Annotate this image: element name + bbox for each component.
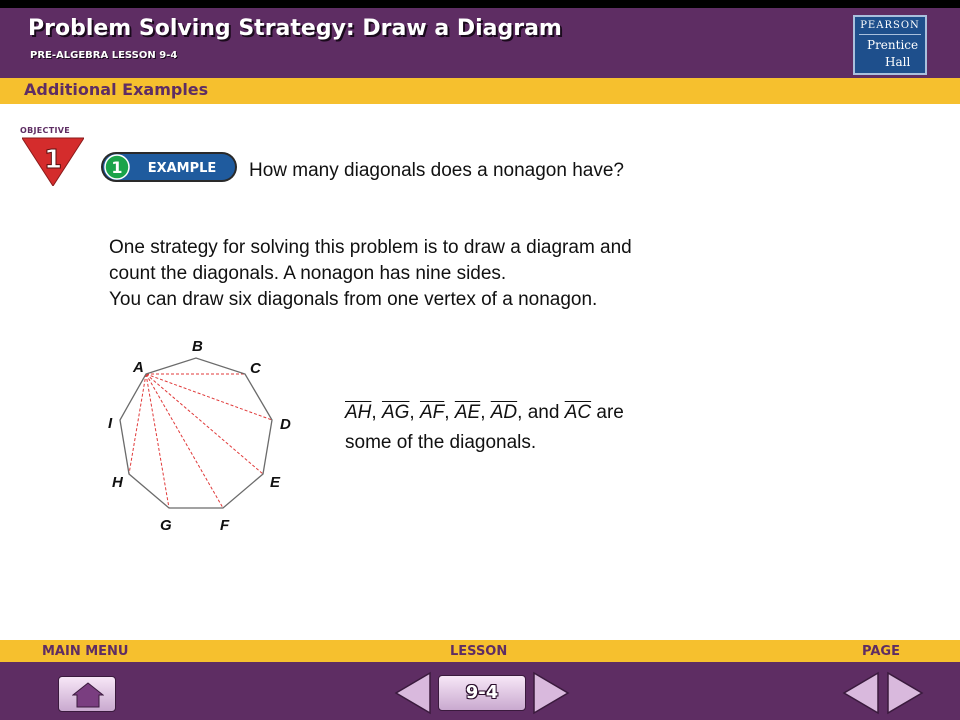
- logo-divider: [859, 34, 921, 35]
- diagonal-lines: [129, 374, 272, 508]
- example-label: EXAMPLE: [147, 161, 217, 176]
- top-border: [0, 0, 960, 8]
- lesson-number[interactable]: 9-4: [438, 675, 526, 711]
- lesson-prev-button[interactable]: [394, 671, 432, 715]
- header-bar: [0, 8, 960, 78]
- segment-label: $\overline{AH}$: [345, 402, 372, 423]
- nonagon-diagram: [100, 332, 320, 542]
- segment-label: $\overline{AF}$: [419, 402, 445, 423]
- left-arrow-icon: [396, 673, 430, 713]
- lesson-subtitle: PRE-ALGEBRA LESSON 9-4: [30, 50, 178, 61]
- diagonals-note: [345, 398, 624, 458]
- diagonal-AG: [146, 374, 169, 508]
- page-next-button[interactable]: [886, 671, 924, 715]
- vertex-label-C: C: [250, 360, 261, 377]
- explanation-line-2: count the diagonals. A nonagon has nine sides.: [109, 263, 507, 284]
- main-menu-label: MAIN MENU: [42, 644, 129, 659]
- vertex-label-I: I: [108, 415, 113, 432]
- example-number: 1: [111, 158, 123, 177]
- diagonal-AE: [146, 374, 263, 474]
- vertex-label-H: H: [112, 474, 123, 491]
- section-band: [0, 78, 960, 104]
- explanation-line-1: One strategy for solving this problem is to draw a diagram and: [109, 237, 632, 258]
- vertex-label-D: D: [280, 416, 291, 433]
- home-icon: [72, 682, 104, 708]
- question-text: How many diagonals does a nonagon have?: [249, 160, 624, 181]
- lesson-label: LESSON: [450, 644, 508, 659]
- segment-separator: , and: [517, 402, 565, 423]
- logo-line-1: PEARSON: [860, 20, 920, 31]
- section-label: Additional Examples: [24, 80, 209, 99]
- right-arrow-icon: [888, 673, 922, 713]
- nonagon-outline: [120, 358, 272, 508]
- example-badge: [100, 151, 238, 183]
- segment-separator: ,: [409, 402, 420, 423]
- page-title: Problem Solving Strategy: Draw a Diagram: [28, 16, 562, 41]
- objective-triangle-icon: [22, 136, 84, 186]
- segment-label: $\overline{AE}$: [454, 402, 481, 423]
- segment-separator: ,: [371, 402, 382, 423]
- vertex-label-F: F: [220, 517, 230, 534]
- note-line-1: [345, 398, 624, 428]
- logo-line-3: Hall: [885, 55, 911, 69]
- vertex-label-A: A: [133, 359, 144, 376]
- page-prev-button[interactable]: [842, 671, 880, 715]
- segment-list: [345, 402, 565, 423]
- segment-label: $\overline{AD}$: [490, 402, 518, 423]
- vertex-label-G: G: [160, 517, 172, 534]
- main-menu-home-button[interactable]: [58, 676, 116, 712]
- right-arrow-icon: [534, 673, 568, 713]
- explanation-text: [109, 235, 632, 313]
- vertex-label-B: B: [192, 338, 203, 355]
- page-label: PAGE: [862, 644, 900, 659]
- lesson-next-button[interactable]: [532, 671, 570, 715]
- objective-number: 1: [43, 145, 63, 175]
- note-line-2: some of the diagonals.: [345, 432, 537, 453]
- segment-last: $\overline{AC}$: [564, 402, 592, 423]
- footer-labels: [0, 640, 960, 662]
- explanation-line-3: You can draw six diagonals from one vertex of a nonagon.: [109, 289, 598, 310]
- vertex-label-E: E: [270, 474, 281, 491]
- objective-marker: [18, 126, 88, 188]
- publisher-logo: [853, 15, 927, 75]
- logo-line-2: Prentice: [867, 38, 919, 52]
- segment-label: $\overline{AG}$: [381, 402, 410, 423]
- segment-separator: ,: [444, 402, 455, 423]
- note-tail: are: [591, 402, 624, 423]
- segment-separator: ,: [480, 402, 491, 423]
- diagonal-AD: [146, 374, 272, 420]
- left-arrow-icon: [844, 673, 878, 713]
- objective-word: OBJECTIVE: [20, 126, 71, 135]
